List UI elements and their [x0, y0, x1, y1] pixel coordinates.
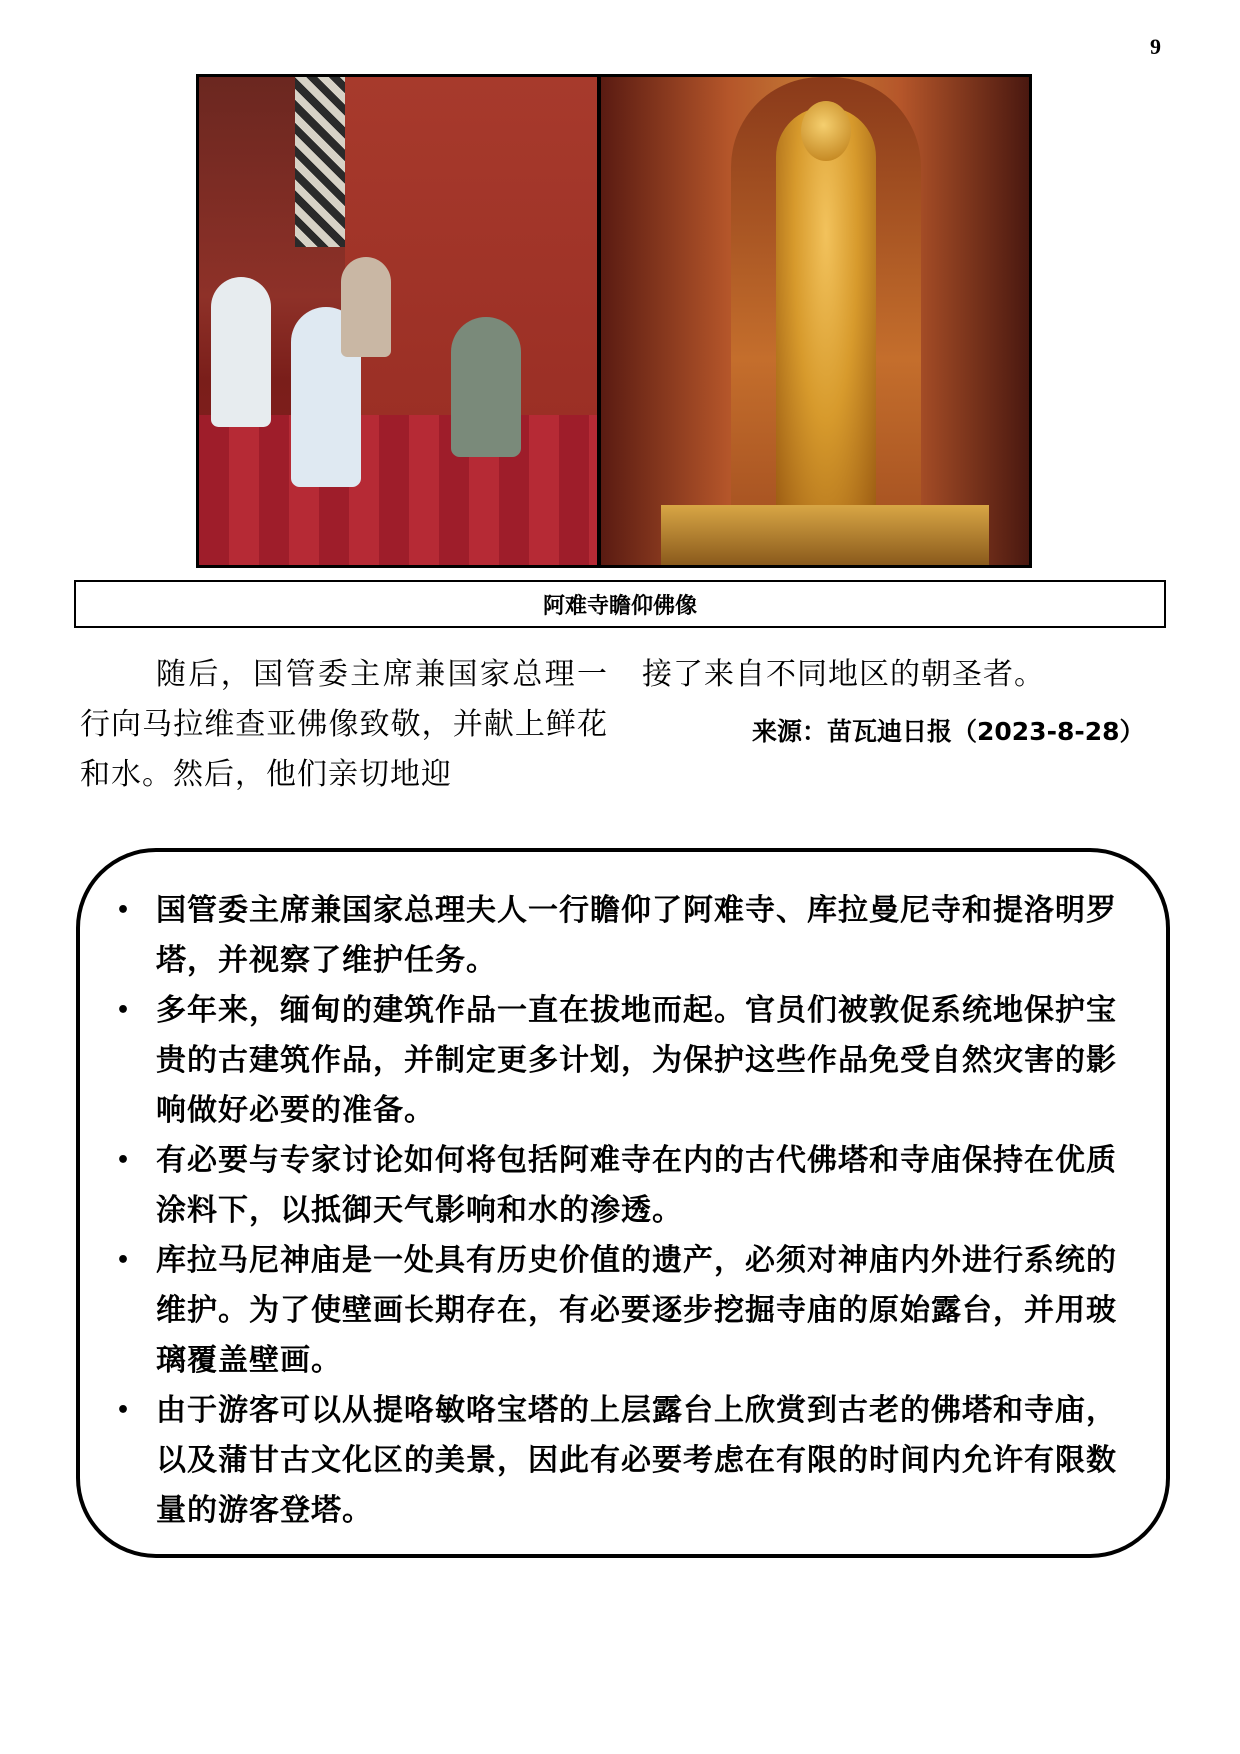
- photo-people-praying: [199, 77, 597, 565]
- article-text-right: 接了来自不同地区的朝圣者。: [642, 657, 1045, 692]
- highlight-text: 有必要与专家讨论如何将包括阿难寺在内的古代佛塔和寺庙保持在优质涂料下，以抵御天气影响和水的渗透。: [156, 1143, 1117, 1228]
- buddha-statue: [776, 107, 876, 527]
- bullet-icon: •: [116, 1398, 132, 1423]
- red-carpet: [199, 415, 597, 565]
- praying-person: [451, 317, 521, 457]
- bullet-icon: •: [116, 1248, 132, 1273]
- photo-golden-buddha: [601, 77, 1029, 565]
- highlight-item: [80, 986, 1166, 1136]
- article-text-left: 随后，国管委主席兼国家总理一行向马拉维查亚佛像致敬，并献上鲜花和水。然后，他们亲切地迎: [80, 657, 608, 792]
- caption-text: 阿难寺瞻仰佛像: [542, 593, 697, 619]
- highlight-item: [80, 1386, 1166, 1536]
- bullet-icon: •: [116, 898, 132, 923]
- bullet-icon: •: [116, 998, 132, 1023]
- highlight-item: [80, 886, 1166, 986]
- patterned-pillar: [295, 77, 345, 247]
- highlight-text: 国管委主席兼国家总理夫人一行瞻仰了阿难寺、库拉曼尼寺和提洛明罗塔，并视察了维护任务。: [156, 893, 1117, 978]
- article-source: 来源：苗瓦迪日报（2023-8-28）: [752, 717, 1145, 746]
- highlight-item: [80, 1136, 1166, 1236]
- highlight-text: 库拉马尼神庙是一处具有历史价值的遗产，必须对神庙内外进行系统的维护。为了使壁画长期存在，有必要逐步挖掘寺庙的原始露台，并用玻璃覆盖壁画。: [156, 1243, 1117, 1378]
- figure-caption: [74, 580, 1166, 628]
- highlight-text: 多年来，缅甸的建筑作品一直在拔地而起。官员们被敦促系统地保护宝贵的古建筑作品，并制定更多计划，为保护这些作品免受自然灾害的影响做好必要的准备。: [156, 993, 1117, 1128]
- highlights-list: [80, 886, 1166, 1536]
- highlights-box: [76, 848, 1170, 1558]
- page-number: 9: [1150, 34, 1161, 59]
- altar-base: [661, 505, 989, 565]
- buddha-head: [801, 101, 851, 161]
- praying-person: [211, 277, 271, 427]
- praying-person: [341, 257, 391, 357]
- bullet-icon: •: [116, 1148, 132, 1173]
- photo-frame: [196, 74, 1032, 568]
- highlight-item: [80, 1236, 1166, 1386]
- highlight-text: 由于游客可以从提咯敏咯宝塔的上层露台上欣赏到古老的佛塔和寺庙，以及蒲甘古文化区的美景，因此有必要考虑在有限的时间内允许有限数量的游客登塔。: [156, 1393, 1117, 1528]
